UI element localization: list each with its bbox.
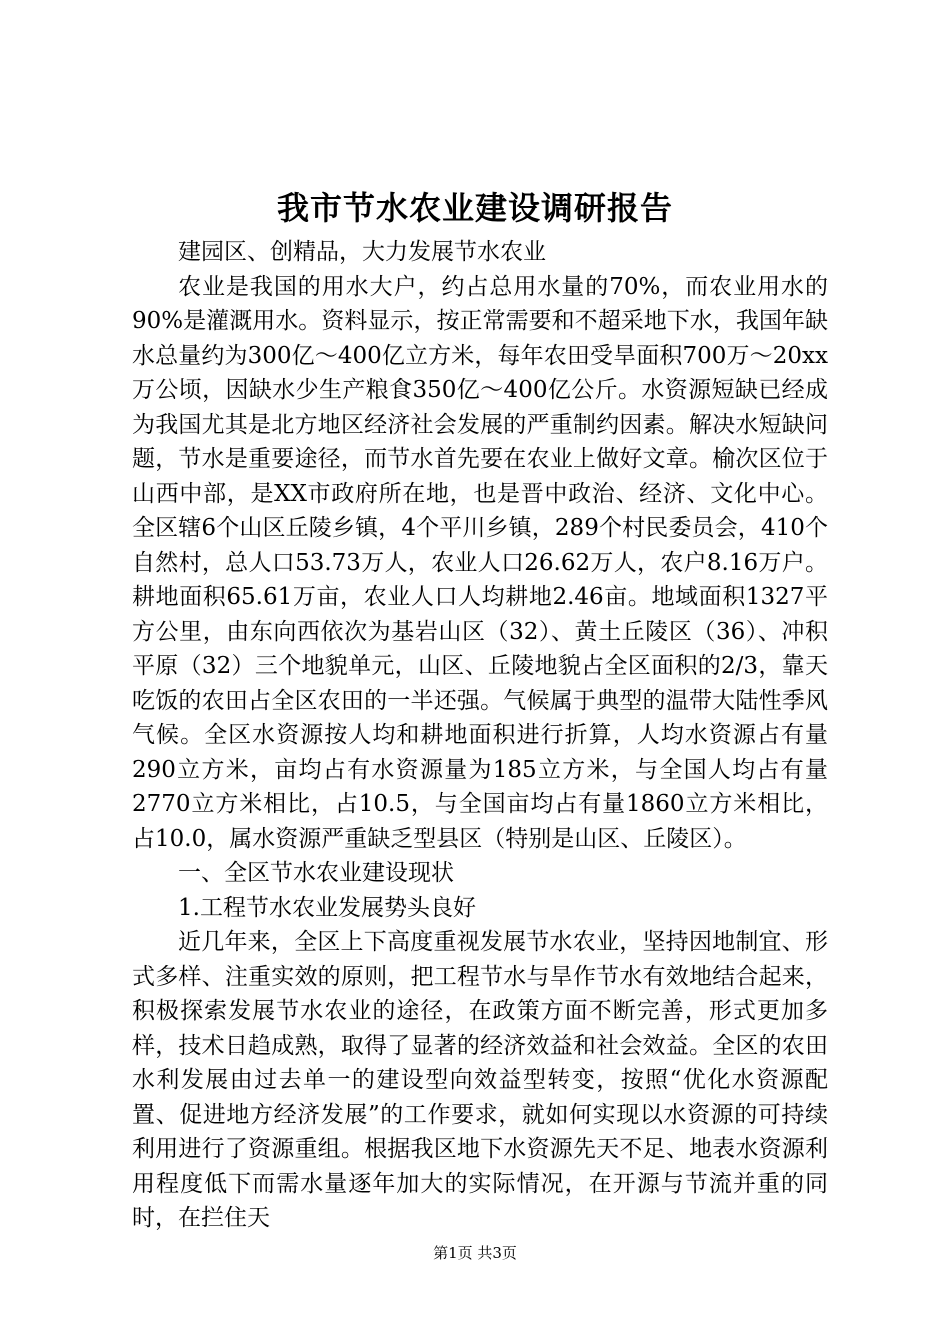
document-body [132,235,828,1236]
paragraph-subtitle: 建园区、创精品，大力发展节水农业 [178,239,546,265]
document-title: 我市节水农业建设调研报告 [276,189,673,227]
paragraph-body: 近几年来，全区上下高度重视发展节水农业，坚持因地制宜、形式多样、注重实效的原则，把工程节水与旱作节水有效地结合起来，积极探索发展节水农业的途径，在政策方面不断完善，形式更加多样，技术日趋成熟，取得了显著的经济效益和社会效益。全区的农田水利发展由过去单一的建设型向效益型转变，按照“优化水资源配置、促进地方经济发展”的工作要求，就如何实现以水资源的可持续利用进行了资源重组。根据我区地下水资源先天不足、地表水资源利用程度低下而需水量逐年加大的实际情况，在开源与节流并重的同时，在拦住天 [132,929,828,1231]
paragraph-intro: 农业是我国的用水大户，约占总用水量的70%，而农业用水的90%是灌溉用水。资料显示，按正常需要和不超采地下水，我国年缺水总量约为300亿～400亿立方米，每年农田受旱面积700万～20xx万公顷，因缺水少生产粮食350亿～400亿公斤。水资源短缺已经成为我国尤其是北方地区经济社会发展的严重制约因素。解决水短缺问题，节水是重要途径，而节水首先要在农业上做好文章。榆次区位于山西中部，是XX市政府所在地，也是晋中政治、经济、文化中心。全区辖6个山区丘陵乡镇，4个平川乡镇，289个村民委员会，410个自然村，总人口53.73万人，农业人口26.62万人，农户8.16万户。耕地面积65.61万亩，农业人口人均耕地2.46亩。地域面积1327平方公里，由东向西依次为基岩山区（32）、黄土丘陵区（36）、冲积平原（32）三个地貌单元，山区、丘陵地貌占全区面积的2/3，靠天吃饭的农田占全区农田的一半还强。气候属于典型的温带大陆性季风气候。全区水资源按人均和耕地面积进行折算，人均水资源占有量290立方米，亩均占有水资源量为185立方米，与全国人均占有量2770立方米相比，占10.5，与全国亩均占有量1860立方米相比，占10.0，属水资源严重缺乏型县区（特别是山区、丘陵区）。 [132,273,828,852]
subsection-heading: 1.工程节水农业发展势头良好 [178,894,476,921]
section-heading: 一、全区节水农业建设现状 [178,860,454,886]
page-footer: 第1页 共3页 [433,1244,517,1262]
